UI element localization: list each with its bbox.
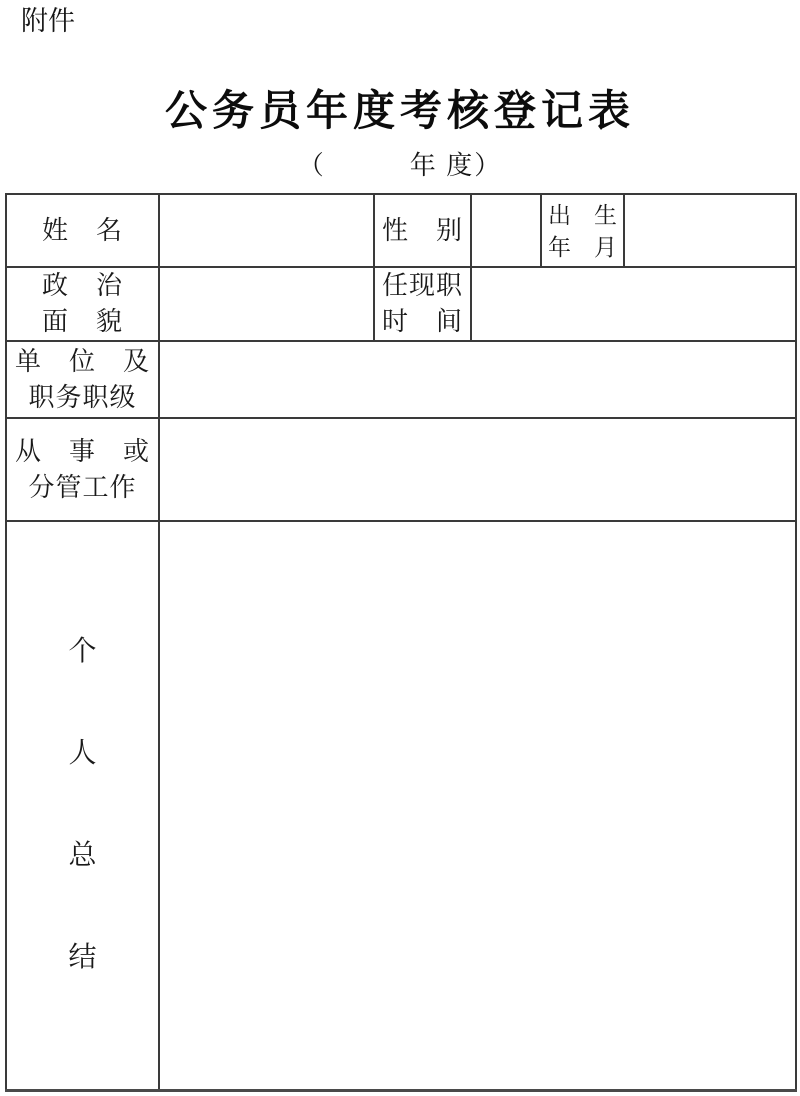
gender-field[interactable] bbox=[471, 194, 541, 267]
unit-label-line2: 职务职级 bbox=[28, 382, 137, 412]
summary-char-3: 总 bbox=[68, 840, 97, 872]
personal-summary-field[interactable] bbox=[159, 521, 796, 1090]
tenure-label-line1: 任现职 bbox=[381, 271, 463, 300]
row-work-duties bbox=[6, 418, 796, 521]
summary-char-1: 个 bbox=[68, 636, 97, 668]
birth-date-label bbox=[541, 194, 624, 267]
name-label bbox=[6, 194, 159, 267]
unit-position-field[interactable] bbox=[159, 341, 796, 418]
personal-summary-label-stack bbox=[7, 637, 158, 973]
personal-summary-label bbox=[6, 521, 159, 1090]
birth-date-field[interactable] bbox=[624, 194, 796, 267]
gender-label bbox=[374, 194, 471, 267]
unit-position-label bbox=[6, 341, 159, 418]
current-position-time-field[interactable] bbox=[471, 267, 796, 341]
row-political-tenure bbox=[6, 267, 796, 341]
current-position-time-label bbox=[374, 267, 471, 341]
political-status-field[interactable] bbox=[159, 267, 374, 341]
row-personal-summary bbox=[6, 521, 796, 1090]
birth-date-label-box bbox=[541, 195, 624, 267]
gender-label-text: 性 别 bbox=[381, 215, 463, 245]
work-label-line1: 从 事 或 bbox=[14, 436, 150, 466]
political-status-label bbox=[6, 267, 159, 341]
political-label-line2: 面 貌 bbox=[41, 307, 123, 336]
summary-char-4: 结 bbox=[68, 942, 97, 974]
year-subtitle: （ 年 度） bbox=[297, 151, 503, 180]
work-duties-field[interactable] bbox=[159, 418, 796, 521]
summary-char-2: 人 bbox=[68, 738, 97, 770]
name-label-text: 姓 名 bbox=[41, 215, 123, 245]
assessment-form-table bbox=[5, 193, 797, 1092]
row-basic-info bbox=[6, 194, 796, 267]
row-unit-position bbox=[6, 341, 796, 418]
page-title: 公务员年度考核登记表 bbox=[164, 89, 635, 135]
work-label-line2: 分管工作 bbox=[28, 472, 137, 502]
work-duties-label bbox=[6, 418, 159, 521]
attachment-label: 附件 bbox=[21, 6, 75, 36]
tenure-label-line2: 时 间 bbox=[381, 307, 463, 336]
unit-label-line1: 单 位 及 bbox=[14, 346, 150, 376]
birth-label-line1: 出 生 bbox=[548, 203, 617, 228]
political-label-line1: 政 治 bbox=[41, 271, 123, 300]
name-field[interactable] bbox=[159, 194, 374, 267]
birth-label-line2: 年 月 bbox=[548, 235, 617, 260]
